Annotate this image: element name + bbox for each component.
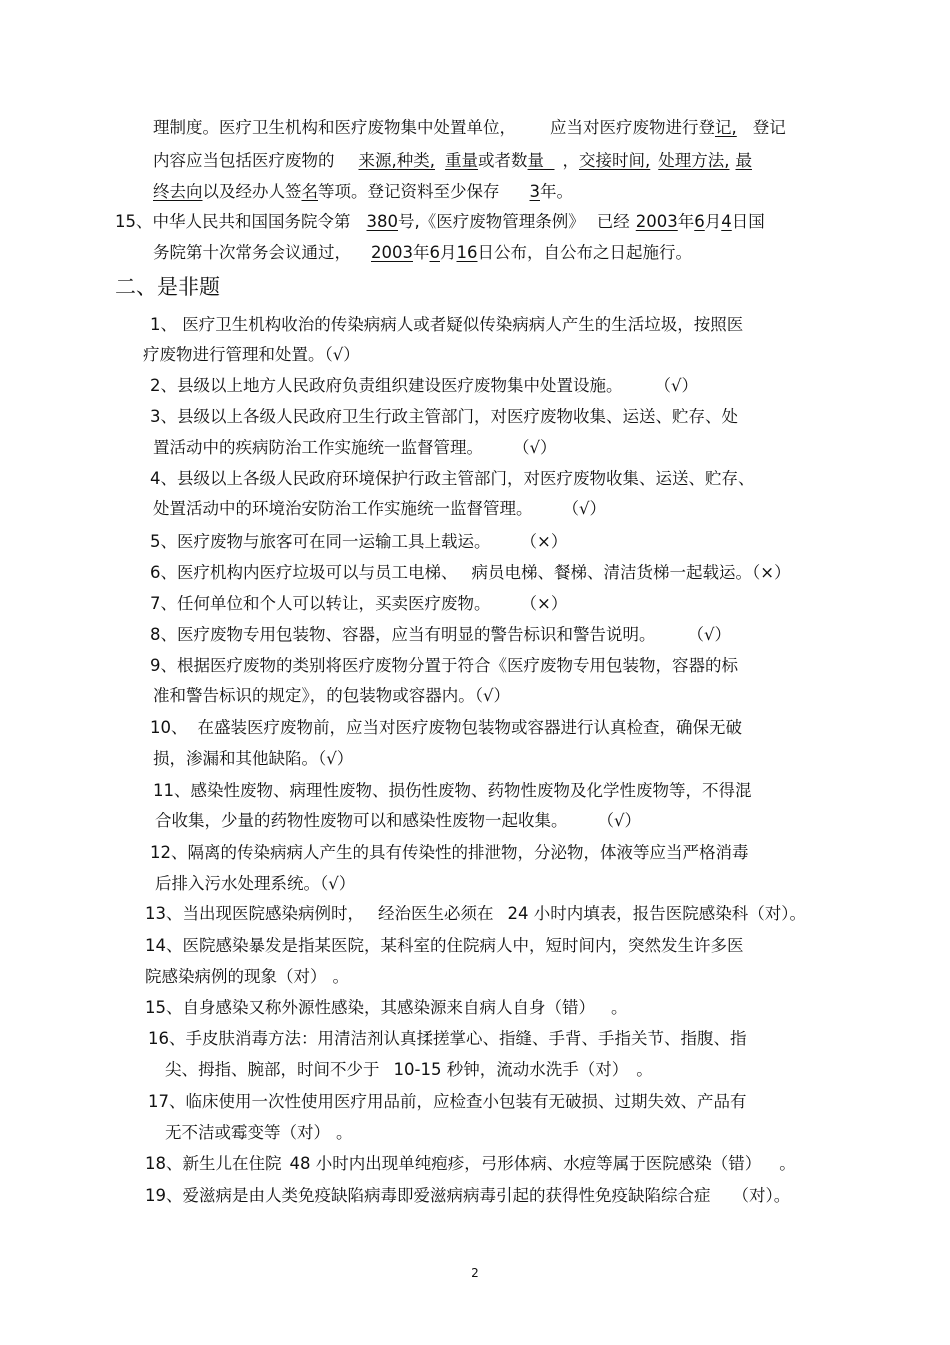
text-run: 19、爱滋病是由人类免疫缺陷病毒即爱滋病病毒引起的获得性免疫缺陷综合症: [145, 1186, 711, 1205]
text-line: [165, 1060, 653, 1080]
text-line: [150, 656, 738, 676]
underlined-text: 6: [694, 212, 705, 231]
text-run: 日国: [731, 212, 765, 231]
text-run: 疗废物进行管理和处置。（√）: [143, 345, 360, 364]
text-run: 年。: [540, 182, 573, 201]
underlined-text: [544, 151, 555, 170]
text-run: 务院第十次常务会议通过，: [153, 243, 351, 262]
text-run: 以及经办人签: [202, 182, 302, 201]
text-line: [153, 686, 510, 706]
text-run: 内容应当包括医疗废物的: [153, 151, 335, 170]
text-run: ，: [562, 151, 579, 170]
text-run: 11、感染性废物、病理性废物、损伤性废物、药物性废物及化学性废物等，不得混: [153, 781, 752, 800]
text-run: （√）: [597, 811, 642, 830]
text-run: 。: [779, 1154, 796, 1173]
text-run: 合收集，少量的药物性废物可以和感染性废物一起收集。: [155, 811, 568, 830]
text-run: 院感染病例的现象（对）: [145, 967, 327, 986]
text-line: [150, 469, 755, 489]
text-line: [150, 315, 743, 335]
underlined-text: 记,: [715, 118, 737, 137]
text-line: [153, 781, 752, 801]
text-run: 应当对医疗废物进行登: [550, 118, 715, 137]
text-line: [145, 1186, 790, 1206]
text-run: 。: [636, 1060, 653, 1079]
text-line: [150, 594, 567, 614]
text-run: 病员电梯、餐梯、清洁货梯一起载运。（×）: [471, 563, 791, 582]
underlined-text: 名: [301, 182, 318, 201]
text-run: （×）: [520, 594, 568, 613]
text-run: 12、隔离的传染病病人产生的具有传染性的排泄物，分泌物，体液等应当严格消毒: [150, 843, 749, 862]
underlined-text: 最: [735, 151, 752, 170]
text-run: 准和警告标识的规定》，的包装物或容器内。（√）: [153, 686, 511, 705]
text-run: 已经: [596, 212, 630, 231]
text-run: 年: [413, 243, 430, 262]
text-line: [145, 936, 744, 956]
underlined-text: 4: [721, 212, 732, 231]
text-run: 1、 医疗卫生机构收治的传染病病人或者疑似传染病病人产生的生活垃圾，按照医: [150, 315, 744, 334]
underlined-text: 来源,: [358, 151, 397, 170]
text-line: [155, 874, 355, 894]
text-run: 理制度。医疗卫生机构和医疗废物集中处置单位，: [153, 118, 516, 137]
text-run: 经治医生必须在: [378, 904, 494, 923]
text-run: 3、县级以上各级人民政府卫生行政主管部门，对医疗废物收集、运送、贮存、处: [150, 407, 738, 426]
text-run: 处置活动中的环境治安防治工作实施统一监督管理。: [153, 499, 533, 518]
text-line: [145, 1154, 796, 1174]
text-run: （×）: [520, 532, 568, 551]
text-line: [153, 151, 752, 171]
text-run: 10-15 秒钟，流动水洗手（对）: [393, 1060, 629, 1079]
text-run: 16、手皮肤消毒方法：用清洁剂认真揉搓掌心、指缝、手背、手指关节、指腹、指: [148, 1029, 747, 1048]
underlined-text: 2003: [371, 243, 413, 262]
text-run: （√）: [562, 499, 607, 518]
underlined-text: 交接时间,: [579, 151, 651, 170]
text-run: 无不洁或霉变等（对）: [165, 1123, 330, 1142]
underlined-text: 3: [529, 182, 540, 201]
text-line: [153, 243, 692, 263]
text-run: 13、当出现医院感染病例时，: [145, 904, 364, 923]
text-run: 48 小时内出现单纯疱疹，弓形体病、水痘等属于医院感染（错）: [289, 1154, 762, 1173]
text-line: [150, 376, 698, 396]
text-run: 号,《医疗废物管理条例》: [398, 212, 585, 231]
text-line: [143, 345, 360, 365]
text-line: [150, 532, 567, 552]
text-run: 。: [336, 1123, 353, 1142]
text-run: 。: [332, 967, 349, 986]
text-line: [153, 749, 353, 769]
text-line: [150, 718, 742, 738]
text-line: [145, 998, 628, 1018]
text-run: 登记: [752, 118, 786, 137]
underlined-text: 重量: [445, 151, 478, 170]
text-run: 9、根据医疗废物的类别将医疗废物分置于符合《医疗废物专用包装物，容器的标: [150, 656, 738, 675]
text-line: [165, 1123, 353, 1143]
text-line: [153, 438, 557, 458]
text-line: [155, 811, 641, 831]
text-run: 7、任何单位和个人可以转让，买卖医疗废物。: [150, 594, 491, 613]
text-run: 。: [611, 998, 628, 1017]
text-run: 15、自身感染又称外源性感染，其感染源来自病人自身（错）: [145, 998, 595, 1017]
text-run: 5、医疗废物与旅客可在同一运输工具上载运。: [150, 532, 491, 551]
text-run: 6、医疗机构内医疗垃圾可以与员工电梯、: [150, 563, 458, 582]
text-run: 或者数: [478, 151, 528, 170]
underlined-text: 2003: [635, 212, 678, 231]
text-line: [145, 967, 349, 987]
underlined-text: 种类,: [396, 151, 435, 170]
text-run: 等项。登记资料至少保存: [318, 182, 500, 201]
text-line: [153, 182, 573, 202]
text-run: 后排入污水处理系统。（√）: [155, 874, 356, 893]
text-run: （√）: [513, 438, 557, 457]
text-run: 月: [440, 243, 457, 262]
text-run: 月: [704, 212, 722, 231]
text-line: [115, 212, 765, 232]
text-line: [153, 118, 786, 138]
underlined-text: 6: [429, 243, 440, 262]
text-line: [150, 625, 731, 645]
text-run: 14、医院感染暴发是指某医院，某科室的住院病人中，短时间内，突然发生许多医: [145, 936, 744, 955]
text-run: 2、县级以上地方人民政府负责组织建设医疗废物集中处置设施。: [150, 376, 623, 395]
page-number: 2: [471, 1266, 479, 1280]
text-line: [148, 1092, 747, 1112]
underlined-text: 处理方法,: [658, 151, 730, 170]
underlined-text: 量: [527, 151, 544, 170]
text-run: 17、临床使用一次性使用医疗用品前，应检查小包装有无破损、过期失效、产品有: [148, 1092, 747, 1111]
text-line: [150, 407, 738, 427]
text-run: 尖、拇指、腕部，时间不少于: [165, 1060, 380, 1079]
text-line: [150, 843, 749, 863]
text-line: [153, 499, 606, 519]
text-run: （√）: [687, 625, 732, 644]
underlined-text: 终去向: [153, 182, 203, 201]
text-run: 损，渗漏和其他缺陷。（√）: [153, 749, 354, 768]
text-run: 在盛装医疗废物前，应当对医疗废物包装物或容器进行认真检查，确保无破: [197, 718, 742, 737]
text-run: （√）: [654, 376, 699, 395]
text-run: （对）。: [732, 1186, 791, 1205]
text-run: 24 小时内填表，报告医院感染科（对）。: [507, 904, 806, 923]
text-line: [148, 1029, 747, 1049]
text-run: 18、新生儿在住院: [145, 1154, 282, 1173]
underlined-text: 16: [456, 243, 478, 262]
text-line: [145, 904, 806, 924]
section-title: 二、是非题: [115, 275, 220, 299]
text-run: 年: [677, 212, 695, 231]
text-run: 置活动中的疾病防治工作实施统一监督管理。: [153, 438, 483, 457]
text-run: 日公布，自公布之日起施行。: [477, 243, 692, 262]
text-run: 10、: [150, 718, 188, 737]
text-run: 4、县级以上各级人民政府环境保护行政主管部门，对医疗废物收集、运送、贮存、: [150, 469, 755, 488]
text-run: 15、中华人民共和国国务院令第: [115, 212, 351, 231]
underlined-text: 380: [366, 212, 398, 231]
text-line: [150, 563, 791, 583]
text-run: 8、医疗废物专用包装物、容器，应当有明显的警告标识和警告说明。: [150, 625, 656, 644]
